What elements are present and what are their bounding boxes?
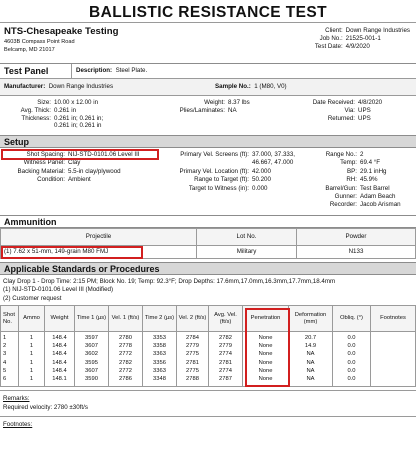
vel-screens-label: Primary Vel. Screens (ft): [180, 151, 249, 158]
client-label: Client: [325, 27, 343, 34]
description-value: Steel Plate. [115, 67, 148, 75]
range-no-label: Range No.: [325, 151, 357, 158]
temp-label: Temp: [340, 159, 357, 167]
time-2-cell: 3356 [143, 359, 177, 367]
table-row [1, 350, 416, 358]
target-to-witness-value: 0.000 [252, 184, 268, 192]
vel-2-cell: 2781 [177, 359, 209, 367]
time-1-cell: 3602 [75, 350, 109, 358]
vel-1-cell: 2786 [109, 375, 143, 387]
size-label: Size: [37, 99, 51, 106]
report-header [0, 23, 416, 63]
time-1-cell: 3607 [75, 367, 109, 375]
penetration-header: Penetration [243, 306, 289, 332]
weight-cell: 148.4 [45, 332, 75, 343]
recorder-label: Recorder: [329, 201, 357, 209]
backing-material-label: Backing Material: [17, 167, 65, 175]
gunner-value: Adam Beach [360, 192, 396, 200]
time-2-cell: 3358 [143, 342, 177, 350]
clay-drop-line: Clay Drop 1 - Drop Time: 2:15 PM; Block No. 19; Temp: 92.3°F; Drop Depths: 17.6mm,17.0mm,16.3mm,17.7mm,18.4mm [3, 278, 336, 285]
table-row [1, 332, 416, 343]
bp-value: 29.1 inHg [360, 167, 387, 175]
shot-no-cell: 6 [1, 375, 19, 387]
table-row [1, 375, 416, 387]
standards-section-title: Applicable Standards or Procedures [0, 262, 416, 275]
obliquity-cell: 0.0 [333, 332, 371, 343]
footnotes-cell [371, 375, 416, 387]
deformation-header: Deformation (mm) [289, 306, 333, 332]
remarks-text: Required velocity: 2780 ±30ft/s [3, 403, 88, 411]
range-to-target-value: 50.200 [252, 176, 271, 184]
shot-no-cell: 2 [1, 342, 19, 350]
panel-dimensions [6, 99, 103, 130]
vel-2-cell: 2775 [177, 367, 209, 375]
test-panel-row [0, 63, 416, 79]
penetration-cell: None [243, 350, 289, 358]
recorder-value: Jacob Arisman [360, 201, 401, 209]
weight-label: Weight: [204, 99, 225, 106]
time-2-cell: 3363 [143, 367, 177, 375]
shot-no-cell: 4 [1, 359, 19, 367]
time-2-cell: 3363 [143, 350, 177, 358]
condition-value: Ambient [68, 176, 91, 184]
vel-1-cell: 2782 [109, 359, 143, 367]
thickness-value: 0.261 in; 0.261 in; [54, 114, 104, 122]
vel-2-cell: 2784 [177, 332, 209, 343]
obliquity-cell: 0.0 [333, 367, 371, 375]
time-1-cell: 3607 [75, 342, 109, 350]
barrel-gun-label: Barrel/Gun: [325, 184, 357, 192]
avg-vel-header: Avg. Vel. (ft/s) [209, 306, 243, 332]
footnotes-cell [371, 332, 416, 343]
footnotes-cell [371, 359, 416, 367]
returned-value: UPS [358, 114, 371, 122]
penetration-cell: None [243, 375, 289, 387]
penetration-cell: None [243, 359, 289, 367]
vel-location-label: Primary Vel. Location (ft): [179, 167, 249, 175]
obliquity-cell: 0.0 [333, 350, 371, 358]
weight-cell: 148.4 [45, 350, 75, 358]
range-no-value: 2 [360, 151, 364, 158]
target-to-witness-label: Target to Witness (in): [188, 184, 249, 192]
ammo-cell: 1 [19, 359, 45, 367]
lot-no-cell: Military [197, 246, 297, 259]
remarks-label: Remarks: [3, 395, 30, 403]
test-date-value: 4/9/2020 [345, 43, 370, 51]
date-received-value: 4/8/2020 [358, 99, 383, 106]
thickness-label: Thickness: [21, 114, 51, 122]
footnotes-cell [371, 350, 416, 358]
avg-vel-cell: 2782 [209, 332, 243, 343]
temp-value: 69.4 °F [360, 159, 381, 167]
gunner-label: Gunner: [334, 192, 357, 200]
weight-value: 8.37 lbs [228, 99, 250, 106]
range-to-target-label: Range to Target (ft): [194, 176, 249, 184]
lab-name: NTS-Chesapeake Testing [4, 26, 119, 37]
thickness-label-cont [6, 122, 54, 130]
penetration-cell: None [243, 332, 289, 343]
deformation-cell: NA [289, 375, 333, 387]
penetration-cell: None [243, 367, 289, 375]
rh-value: 45.9% [360, 176, 378, 184]
vel-1-cell: 2772 [109, 350, 143, 358]
time-2-cell: 3353 [143, 332, 177, 343]
witness-panel-label: Witness Panel: [23, 159, 65, 167]
lab-address-line-2: Belcamp, MD 21017 [4, 46, 55, 53]
shot-no-cell: 5 [1, 367, 19, 375]
ammo-cell: 1 [19, 342, 45, 350]
shot-spacing-value: NIJ-STD-0101.06 Level III [68, 151, 140, 158]
avg-vel-cell: 2774 [209, 350, 243, 358]
time-1-cell: 3590 [75, 375, 109, 387]
footnotes-cell [371, 367, 416, 375]
avg-vel-cell: 2781 [209, 359, 243, 367]
manufacturer-row [0, 79, 416, 96]
projectile-cell: (1) 7.62 x 51-mm, 149-grain M80 FMJ [1, 246, 197, 259]
via-label: Via: [344, 106, 355, 114]
deformation-cell: NA [289, 350, 333, 358]
avg-thick-label: Avg. Thick: [20, 106, 51, 114]
ammo-cell: 1 [19, 332, 45, 343]
report-title: BALLISTIC RESISTANCE TEST [0, 0, 416, 23]
projectile-header: Projectile [1, 229, 197, 246]
rh-label: RH: [346, 176, 357, 184]
condition-label: Condition: [37, 176, 65, 184]
weight-cell: 148.4 [45, 359, 75, 367]
plies-label: Plies/Laminates: [179, 106, 225, 114]
plies-value: NA [228, 106, 237, 114]
panel-details [0, 96, 416, 135]
obliquity-cell: 0.0 [333, 359, 371, 367]
vel-2-cell: 2775 [177, 350, 209, 358]
weight-cell: 148.4 [45, 367, 75, 375]
shot-spacing-label: Shot Spacing: [26, 151, 65, 158]
deformation-cell: 20.7 [289, 332, 333, 343]
shots-block [0, 305, 416, 387]
table-row [1, 246, 416, 259]
setup-right [312, 151, 401, 210]
time-1-header: Time 1 (µs) [75, 306, 109, 332]
test-date-label: Test Date: [314, 43, 343, 51]
setup-section-title: Setup [0, 135, 416, 148]
footnotes-label: Footnotes: [3, 421, 33, 429]
vel-1-header: Vel. 1 (ft/s) [109, 306, 143, 332]
obliquity-cell: 0.0 [333, 375, 371, 387]
backing-material-value: 5.5-in clay/plywood [68, 167, 121, 175]
setup-middle [160, 151, 295, 193]
size-value: 10.00 x 12.00 in [54, 99, 99, 106]
sample-value: 1 (M80, V0) [254, 83, 287, 91]
vel-2-header: Vel. 2 (ft/s) [177, 306, 209, 332]
shots-table [0, 305, 416, 387]
obliquity-header: Obliq. (°) [333, 306, 371, 332]
powder-cell: N133 [297, 246, 416, 259]
deformation-cell: NA [289, 359, 333, 367]
witness-panel-value: Clay [68, 159, 81, 167]
setup-left [2, 151, 140, 185]
vel-location-value: 42.000 [252, 167, 271, 175]
footnotes-block [0, 416, 416, 428]
sample-label: Sample No.: [215, 83, 251, 91]
bp-label: BP: [347, 167, 357, 175]
vel-1-cell: 2772 [109, 367, 143, 375]
ammo-header: Ammo [19, 306, 45, 332]
time-1-cell: 3595 [75, 359, 109, 367]
shot-no-cell: 3 [1, 350, 19, 358]
panel-receipt [308, 99, 382, 122]
powder-header: Powder [297, 229, 416, 246]
thickness-value-cont: 0.261 in; 0.261 in [54, 122, 102, 130]
weight-cell: 148.1 [45, 375, 75, 387]
manufacturer-value: Down Range Industries [48, 83, 114, 91]
footnotes-cell [371, 342, 416, 350]
client-value: Down Range Industries [345, 27, 410, 34]
panel-weight [160, 99, 250, 115]
avg-vel-cell: 2787 [209, 375, 243, 387]
standards-block [0, 275, 416, 305]
vel-2-cell: 2788 [177, 375, 209, 387]
lab-address-line-1: 4603B Compass Point Road [4, 39, 75, 46]
ammo-cell: 1 [19, 367, 45, 375]
vel-1-cell: 2778 [109, 342, 143, 350]
shot-no-cell: 1 [1, 332, 19, 343]
vel-screens-value: 37.000, 37.333, [252, 151, 296, 158]
returned-label: Returned: [327, 114, 355, 122]
footnotes-header: Footnotes [371, 306, 416, 332]
obliquity-cell: 0.0 [333, 342, 371, 350]
time-2-cell: 3348 [143, 375, 177, 387]
time-2-header: Time 2 (µs) [143, 306, 177, 332]
shot-no-header: Shot No. [1, 306, 19, 332]
description-label: Description: [76, 67, 113, 75]
lot-no-header: Lot No. [197, 229, 297, 246]
vel-2-cell: 2779 [177, 342, 209, 350]
avg-vel-cell: 2774 [209, 367, 243, 375]
job-no-value: 21525-001-1 [345, 35, 381, 43]
ammo-cell: 1 [19, 350, 45, 358]
vel-screens-value-cont: 46.667, 47.000 [252, 159, 294, 167]
description [72, 64, 151, 78]
table-row [1, 367, 416, 375]
ammo-cell: 1 [19, 375, 45, 387]
time-1-cell: 3597 [75, 332, 109, 343]
manufacturer-label: Manufacturer: [4, 83, 46, 91]
remarks-block [0, 390, 416, 412]
standard-line-1: (1) NIJ-STD-0101.06 Level III (Modified) [3, 286, 114, 294]
deformation-cell: NA [289, 367, 333, 375]
table-row [1, 359, 416, 367]
setup-details [0, 148, 416, 215]
deformation-cell: 14.9 [289, 342, 333, 350]
ammunition-block [0, 228, 416, 259]
penetration-cell: None [243, 342, 289, 350]
vel-screens-label-cont [160, 159, 252, 167]
date-received-label: Date Received: [312, 99, 355, 106]
vel-1-cell: 2780 [109, 332, 143, 343]
weight-cell: 148.4 [45, 342, 75, 350]
barrel-gun-value: Test Barrel [360, 184, 390, 192]
ammunition-section-title: Ammunition [0, 215, 416, 228]
test-panel-title: Test Panel [0, 64, 72, 78]
job-no-label: Job No.: [319, 35, 343, 43]
ammunition-table [0, 228, 416, 259]
via-value: UPS [358, 106, 371, 114]
job-info [286, 27, 410, 52]
avg-vel-cell: 2779 [209, 342, 243, 350]
standard-line-2: (2) Customer request [3, 294, 62, 302]
weight-header: Weight [45, 306, 75, 332]
table-row [1, 342, 416, 350]
avg-thick-value: 0.261 in [54, 106, 77, 114]
